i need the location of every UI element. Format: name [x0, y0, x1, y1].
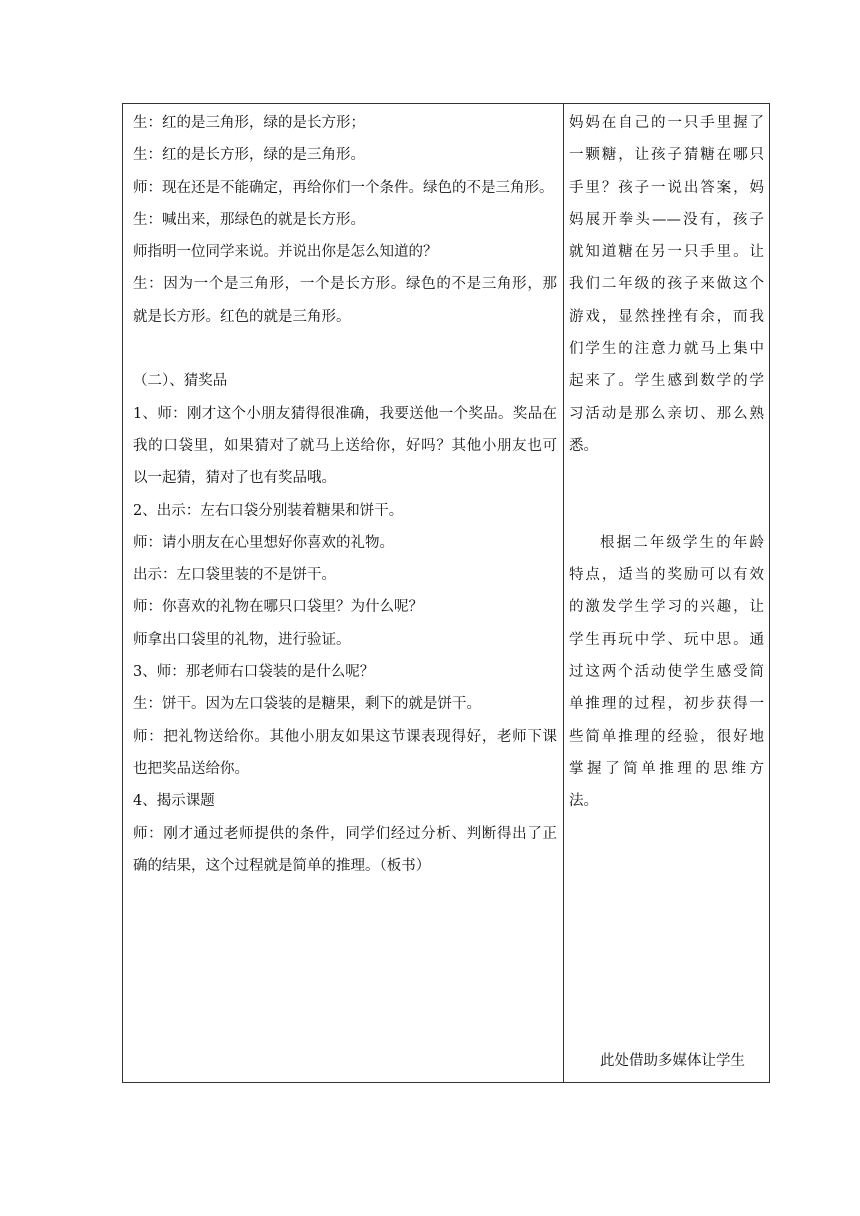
dialogue-line: 确的结果，这个过程就是简单的推理。（板书）	[133, 857, 431, 874]
note-line: 掌握了简单推理的思维方	[569, 760, 764, 777]
dialogue-line: 生：因为一个是三角形，一个是长方形。绿色的不是三角形，那	[133, 276, 557, 293]
dialogue-line: 生：喊出来，那绿色的就是长方形。	[133, 211, 365, 228]
dialogue-line: 师：请小朋友在心里想好你喜欢的礼物。	[133, 534, 394, 551]
dialogue-line: 就是长方形。红色的就是三角形。	[133, 308, 351, 325]
dialogue-line: 师：现在还是不能确定，再给你们一个条件。绿色的不是三角形。	[133, 179, 554, 196]
note-line: 法。	[569, 793, 598, 810]
dialogue-line: 也把奖品送给你。	[133, 760, 249, 777]
blank-line	[569, 462, 764, 494]
dialogue-line: 3、师：那老师右口袋装的是什么呢？	[133, 664, 375, 681]
dialogue-line: 生：红的是长方形，绿的是三角形。	[133, 147, 365, 164]
section-heading: （二）、猜奖品	[133, 373, 228, 390]
note-line: 学生再玩中学、玩中思。通	[569, 631, 764, 648]
dialogue-line: 1、师：刚才这个小朋友猜得很准确，我要送他一个奖品。奖品在	[133, 405, 557, 422]
column-divider	[563, 104, 564, 1082]
note-line: 的激发学生学习的兴趣，让	[569, 599, 764, 616]
note-line: 游戏，显然挫挫有余，而我	[569, 308, 764, 325]
dialogue-line: 师：你喜欢的礼物在哪只口袋里？为什么呢？	[133, 599, 423, 616]
dialogue-line: 师：刚才通过老师提供的条件，同学们经过分析、判断得出了正	[133, 825, 557, 842]
dialogue-line: 出示：左口袋里装的不是饼干。	[133, 567, 336, 584]
note-line: 妈展开拳头——没有，孩子	[569, 211, 764, 228]
note-line: 根据二年级学生的年龄	[600, 534, 764, 551]
dialogue-line: 师指明一位同学来说。并说出你是怎么知道的？	[133, 244, 438, 261]
design-intent-column	[569, 107, 764, 1077]
note-line: 起来了。学生感到数学的学	[569, 373, 764, 390]
note-line: 我们二年级的孩子来做这个	[569, 276, 764, 293]
note-line: 一颗糖，让孩子猜糖在哪只	[569, 147, 764, 164]
dialogue-line: 以一起猜，猜对了也有奖品哦。	[133, 470, 336, 487]
note-line: 此处借助多媒体让学生	[600, 1052, 745, 1069]
dialogue-line: 生：饼干。因为左口袋装的是糖果，剩下的就是饼干。	[133, 696, 481, 713]
dialogue-line: 我的口袋里，如果猜对了就马上送给你，好吗？其他小朋友也可	[133, 437, 557, 454]
lesson-plan-table	[122, 103, 770, 1083]
dialogue-line: 师拿出口袋里的礼物，进行验证。	[133, 631, 351, 648]
blank-line	[133, 333, 557, 365]
note-line: 悉。	[569, 437, 598, 454]
teaching-process-column	[133, 107, 557, 882]
note-line: 单推理的过程，初步获得一	[569, 696, 764, 713]
note-line: 些简单推理的经验，很好地	[569, 728, 764, 745]
note-line: 过这两个活动使学生感受简	[569, 664, 764, 681]
dialogue-line: 2、出示：左右口袋分别装着糖果和饼干。	[133, 502, 404, 519]
note-line: 习活动是那么亲切、那么熟	[569, 405, 764, 422]
section-heading: 4、揭示课题	[133, 793, 215, 810]
note-line: 们学生的注意力就马上集中	[569, 341, 764, 358]
note-line: 手里？孩子一说出答案，妈	[569, 179, 764, 196]
dialogue-line: 师：把礼物送给你。其他小朋友如果这节课表现得好，老师下课	[133, 728, 557, 745]
note-line: 妈妈在自己的一只手里握了	[569, 115, 764, 131]
blank-line	[569, 495, 764, 527]
dialogue-line: 生：红的是三角形，绿的是长方形；	[133, 115, 365, 131]
note-line: 就知道糖在另一只手里。让	[569, 244, 764, 261]
note-line: 特点，适当的奖励可以有效	[569, 567, 764, 584]
